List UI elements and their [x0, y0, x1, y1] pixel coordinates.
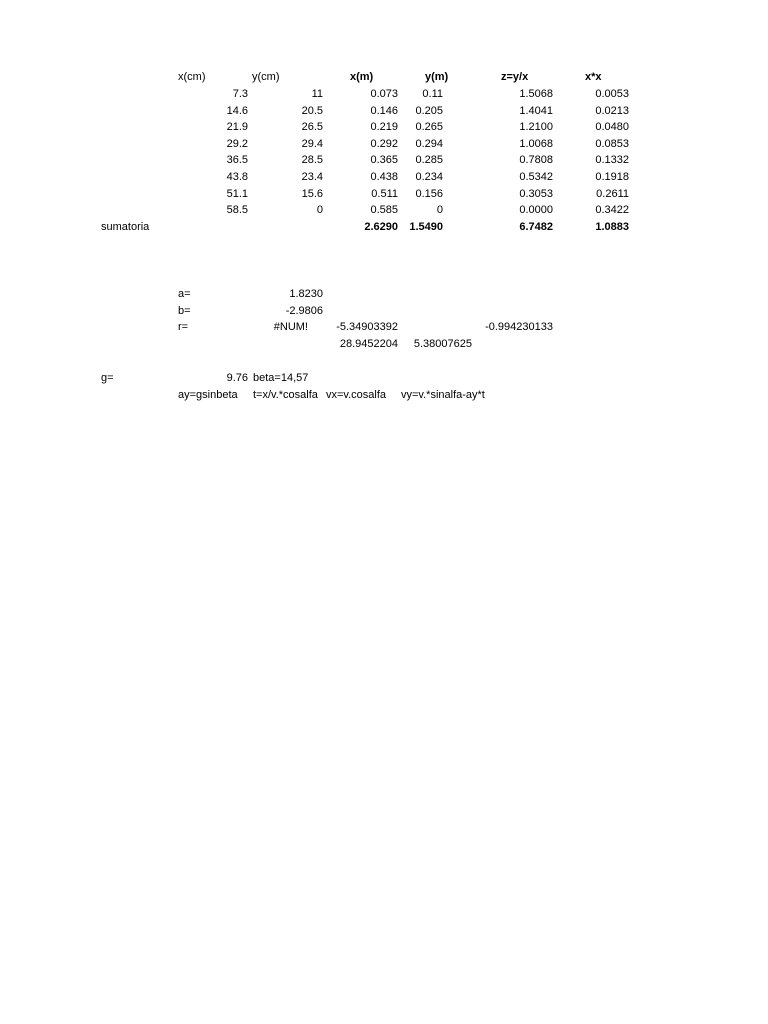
cell-x-cm: 7.3	[232, 88, 248, 100]
cell-x-squared: 0.0853	[595, 138, 629, 150]
cell-x-m: 0.438	[370, 171, 398, 183]
cell-y-m: 0.285	[415, 154, 443, 166]
cell-x-cm: 14.6	[226, 105, 248, 117]
ay-formula: ay=gsinbeta	[178, 389, 238, 401]
cell-y-cm: 29.4	[301, 138, 323, 150]
cell-y-m: 0.156	[415, 188, 443, 200]
cell-y-m: 0.234	[415, 171, 443, 183]
cell-y-cm: 23.4	[301, 171, 323, 183]
cell-x-squared: 0.0053	[595, 88, 629, 100]
cell-x-cm: 43.8	[226, 171, 248, 183]
r-label: r=	[178, 321, 189, 333]
cell-z: 1.5068	[519, 88, 553, 100]
cell-x-m: 0.146	[370, 105, 398, 117]
cell-z: 1.0068	[519, 138, 553, 150]
cell-x-cm: 58.5	[226, 204, 248, 216]
header-x-cm: x(cm)	[178, 71, 206, 83]
cell-x-squared: 0.2611	[596, 188, 629, 200]
sum-x-m: 2.6290	[364, 221, 398, 233]
cell-x-squared: 0.0480	[595, 121, 629, 133]
cell-x-m: 0.219	[370, 121, 398, 133]
cell-y-m: 0.265	[415, 121, 443, 133]
cell-y-cm: 11	[311, 88, 323, 100]
cell-x-cm: 36.5	[226, 154, 248, 166]
a-value: 1.8230	[289, 288, 323, 300]
cell-x-squared: 0.1332	[595, 154, 629, 166]
header-y-cm: y(cm)	[252, 71, 280, 83]
cell-y-cm: 20.5	[301, 105, 323, 117]
cell-x-m: 0.585	[370, 204, 398, 216]
cell-x-cm: 21.9	[226, 121, 248, 133]
cell-x-m: 0.365	[370, 154, 398, 166]
a-label: a=	[178, 288, 191, 300]
regression-row2-value-1: 28.9452204	[339, 338, 398, 350]
sum-z: 6.7482	[519, 221, 553, 233]
cell-x-squared: 0.0213	[595, 105, 629, 117]
regression-row2-value-2: 5.38007625	[413, 338, 472, 350]
cell-y-m: 0.294	[415, 138, 443, 150]
cell-z: 0.0000	[519, 204, 553, 216]
cell-y-cm: 0	[316, 204, 323, 216]
cell-z: 1.2100	[519, 121, 553, 133]
header-y-m: y(m)	[425, 71, 449, 83]
cell-x-m: 0.292	[370, 138, 398, 150]
beta-value: beta=14,57	[253, 372, 309, 384]
cell-x-cm: 51.1	[226, 188, 248, 200]
header-x-m: x(m)	[350, 71, 374, 83]
cell-z: 0.5342	[519, 171, 553, 183]
r-extra-1: -5.34903392	[336, 321, 398, 333]
b-value: -2.9806	[285, 305, 323, 317]
cell-z: 0.7808	[519, 154, 553, 166]
cell-y-cm: 26.5	[301, 121, 323, 133]
cell-x-m: 0.511	[371, 188, 398, 200]
sum-label: sumatoria	[101, 221, 150, 233]
cell-x-squared: 0.1918	[595, 171, 629, 183]
cell-y-m: 0	[436, 204, 443, 216]
cell-z: 0.3053	[519, 188, 553, 200]
vx-formula: vx=v.cosalfa	[326, 389, 387, 401]
cell-x-m: 0.073	[370, 88, 398, 100]
vy-formula: vy=v.*sinalfa-ay*t	[401, 389, 485, 401]
header-x-squared: x*x	[585, 71, 602, 83]
g-label: g=	[101, 372, 114, 384]
r-extra-2: -0.994230133	[485, 321, 553, 333]
cell-y-m: 0.205	[415, 105, 443, 117]
cell-x-squared: 0.3422	[595, 204, 629, 216]
b-label: b=	[178, 305, 191, 317]
sum-x-squared: 1.0883	[595, 221, 629, 233]
r-value: #NUM!	[273, 321, 308, 333]
header-z: z=y/x	[501, 71, 529, 83]
cell-y-m: 0.11	[422, 88, 443, 100]
cell-y-cm: 28.5	[301, 154, 323, 166]
t-formula: t=x/v.*cosalfa	[253, 389, 318, 401]
cell-y-cm: 15.6	[301, 188, 323, 200]
g-value: 9.76	[226, 372, 248, 384]
cell-x-cm: 29.2	[226, 138, 248, 150]
cell-z: 1.4041	[519, 105, 553, 117]
sum-y-m: 1.5490	[409, 221, 443, 233]
